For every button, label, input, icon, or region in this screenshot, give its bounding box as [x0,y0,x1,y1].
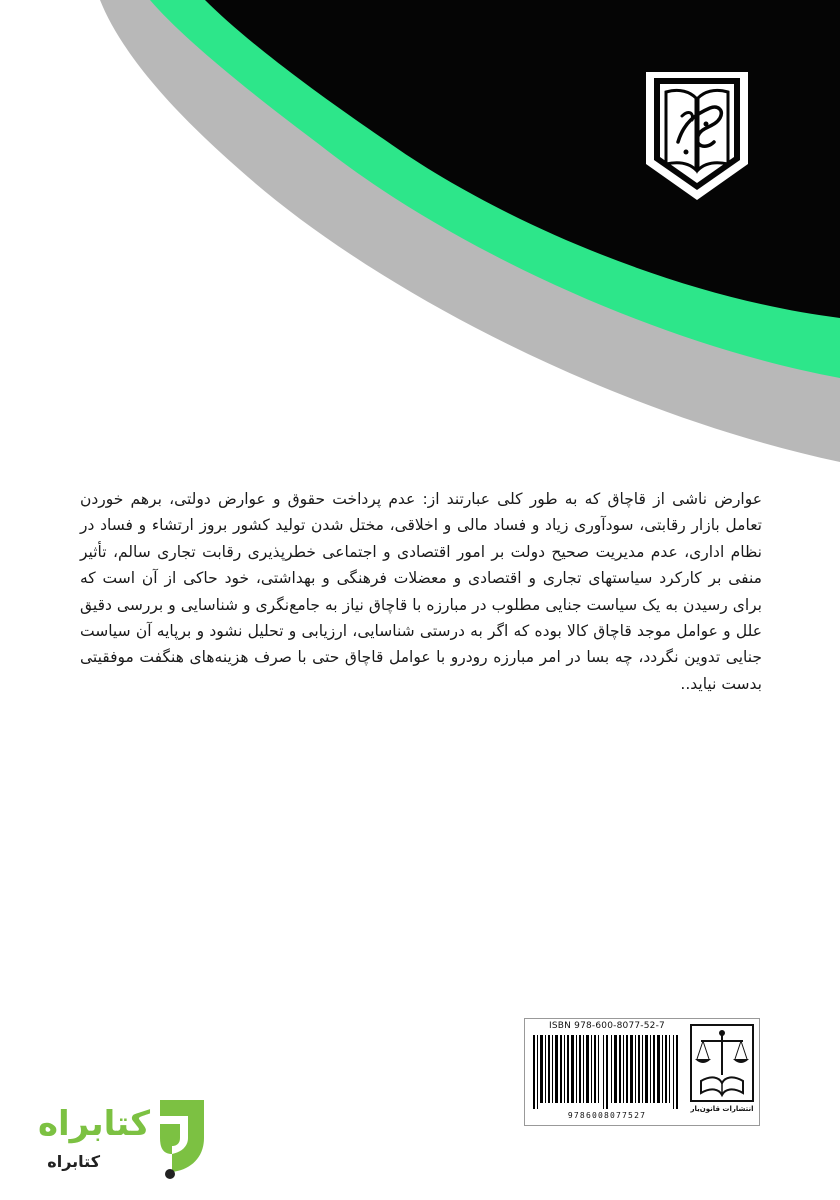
barcode-digits: 9786008077527 [567,1111,647,1120]
watermark-sub-label: کتابراه [47,1152,100,1171]
watermark-main-label: کتابراه [37,1104,150,1144]
back-cover-description: عوارض ناشی از قاچاق که به طور کلی عبارتند از: عدم پرداخت حقوق و عوارض دولتی، برهم خوردن تعامل بازار رقابتی، سودآوری زیاد و فساد مالی و اخلاقی، مختل شدن تولید کشور بروز ارتشاء و فساد در نظام اداری، عدم مدیریت صحیح دولت بر امور اقتصادی و اجتماعی خطرپذیری رقابت تجاری سالم، تأثیر منفی بر کارکرد سیاستهای تجاری و اقتصادی و معضلات فرهنگی و بهداشتی، خود حاکی از آن است که برای رسیدن به یک سیاست جنایی مطلوب در مبارزه با قاچاق نیاز به جامع‌نگری و شناسایی و بررسی دقیق علل و عوامل موجد قاچاق کالا بوده که اگر به درستی شناسایی، ارزیابی و تحلیل نشود و برپایه آن سیاست جنایی تدوین نگردد، چه بسا در امر مبارزه رودرو با عوامل قاچاق حتی با صرف هزینه‌های هنگفت موفقیتی بدست نیاید.. [80,490,762,693]
isbn-label: ISBN 978-600-8077-52-7 [549,1021,665,1031]
publisher-logo [689,1023,755,1121]
scales-of-justice-book-icon [689,1023,755,1103]
barcode-icon [531,1035,683,1109]
ketabrah-watermark [37,1090,220,1186]
isbn-barcode-panel [524,1018,760,1126]
ketabrah-leaf-icon [150,1094,214,1182]
publisher-name: انتشارات قانون‌یار [690,1105,754,1113]
open-book-shield-emblem-icon [640,66,754,206]
